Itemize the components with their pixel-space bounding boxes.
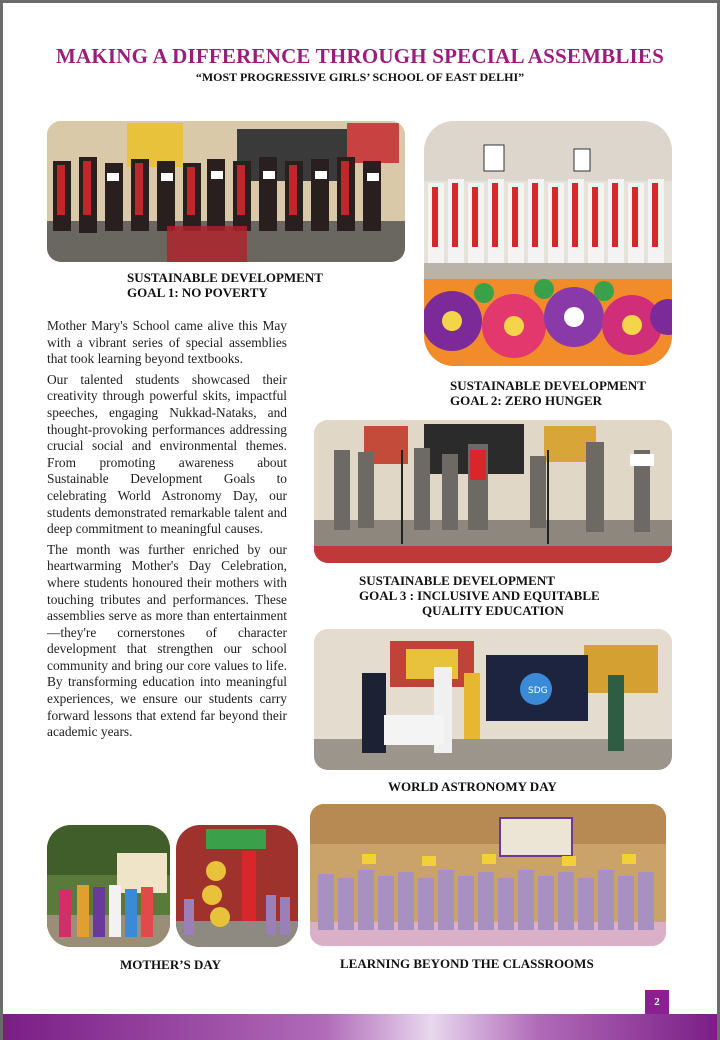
caption-sdg2: [450, 378, 690, 408]
caption-learning-beyond: LEARNING BEYOND THE CLASSROOMS: [340, 956, 594, 971]
page-subtitle: “MOST PROGRESSIVE GIRLS’ SCHOOL OF EAST DELHI”: [195, 70, 525, 84]
caption-sdg2-line1: SUSTAINABLE DEVELOPMENT: [450, 378, 646, 393]
caption-sdg1-line2: GOAL 1: NO POVERTY: [127, 285, 268, 300]
astronomy-screen-text: SDG: [528, 686, 548, 696]
footer-gradient-bar: [3, 1014, 717, 1040]
photo-mothers-day-1: [47, 825, 170, 947]
photo-sdg1-no-poverty: [47, 121, 405, 262]
article-paragraph-2: Our talented students showcased their creativity through powerful skits, impactful speeches, engaging Nukkad-Nataks, and thought-provoking performances addressing crucial social and environmental themes. From promoting awareness about Sustainable Development Goals to celebrating World Astronomy Day, our students demonstrated remarkable talent and deep commitment to meaningful causes.: [47, 371, 287, 537]
photo-sdg3-quality-education: [314, 420, 672, 563]
page-title: MAKING A DIFFERENCE THROUGH SPECIAL ASSEMBLIES: [55, 44, 665, 68]
caption-sdg1-line1: SUSTAINABLE DEVELOPMENT: [127, 270, 323, 285]
caption-sdg1: [127, 270, 367, 300]
page-frame-top: [0, 0, 720, 3]
photo-sdg2-zero-hunger: [424, 121, 672, 366]
page-frame-left: [0, 0, 3, 1040]
caption-sdg3-line3: QUALITY EDUCATION: [422, 603, 564, 618]
page-number: 2: [645, 990, 669, 1014]
caption-mothers-day: MOTHER’S DAY: [120, 957, 222, 972]
photo-mothers-day-2: [176, 825, 298, 947]
caption-sdg3: [359, 573, 659, 618]
caption-sdg3-line2: GOAL 3 : INCLUSIVE AND EQUITABLE: [359, 588, 600, 603]
article-paragraph-1: Mother Mary's School came alive this May with a vibrant series of special assemblies that took learning beyond textbooks.: [47, 318, 287, 367]
caption-sdg2-line2: GOAL 2: ZERO HUNGER: [450, 393, 603, 408]
article-body: [47, 318, 287, 745]
caption-sdg3-line1: SUSTAINABLE DEVELOPMENT: [359, 573, 555, 588]
caption-astronomy: WORLD ASTRONOMY DAY: [388, 779, 557, 794]
article-paragraph-3: The month was further enriched by our heartwarming Mother's Day Celebration, where students honoured their mothers with touching tributes and performances. These assemblies serve as more than entertainment—they're cornerstones of character development that strengthen our school community and bring our core values to life. By transforming education into meaningful experiences, we ensure our students carry forward lessons that extend far beyond their academic years.: [47, 541, 287, 740]
photo-world-astronomy-day: [314, 629, 672, 770]
photo-learning-beyond-classrooms: [310, 804, 666, 946]
